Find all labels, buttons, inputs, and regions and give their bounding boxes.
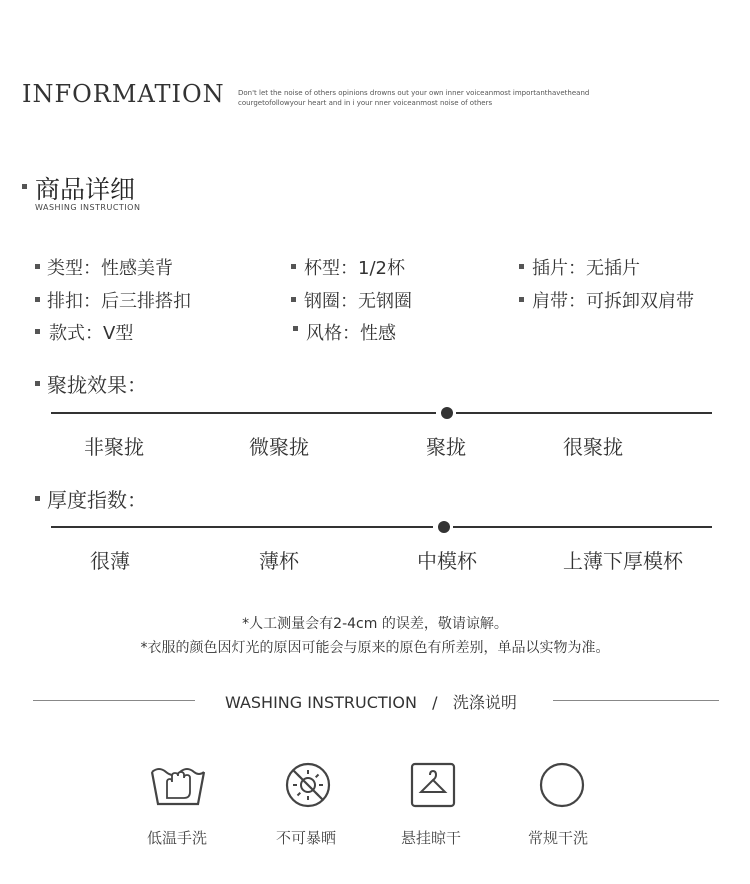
bullet-square <box>35 264 40 269</box>
bullet-square <box>35 381 40 386</box>
thickness-scale-line <box>51 526 712 528</box>
bullet-square <box>22 184 27 189</box>
info-desc-line1: Don't let the noise of others opinions drowns out your own inner voiceanmost importanthavetheand <box>238 89 590 97</box>
hang-dry-icon <box>410 762 456 812</box>
push-up-label: 聚拢 <box>426 435 466 459</box>
attr-cup: 杯型：1/2杯 <box>304 258 405 279</box>
attr-style: 款式：V型 <box>49 323 134 344</box>
attr-strap: 肩带：可拆卸双肩带 <box>532 291 694 312</box>
note-color: *衣服的颜色因灯光的原因可能会与原来的原色有所差别，单品以实物为准。 <box>140 640 610 656</box>
details-title: 商品详细 <box>35 175 136 204</box>
attr-clasp: 排扣：后三排搭扣 <box>47 291 191 312</box>
info-desc-line2: courgetofollowyour heart and in i your nner voiceanmost noise of others <box>238 99 493 107</box>
push-up-label: 很聚拢 <box>563 435 623 459</box>
bullet-square <box>519 264 524 269</box>
no-sun-label: 不可暴晒 <box>276 829 337 847</box>
push-up-label: 非聚拢 <box>84 435 144 459</box>
bullet-square <box>291 264 296 269</box>
divider-right <box>553 700 719 701</box>
attr-underwire: 钢圈：无钢圈 <box>304 291 412 312</box>
thickness-title: 厚度指数： <box>47 488 147 512</box>
thickness-label: 上薄下厚模杯 <box>563 549 683 573</box>
bullet-square <box>35 496 40 501</box>
info-title: INFORMATION <box>22 80 225 108</box>
attr-insert: 插片：无插片 <box>532 258 640 279</box>
push-up-scale-line <box>51 412 712 414</box>
bullet-square <box>291 297 296 302</box>
attr-type: 类型：性感美背 <box>47 258 173 279</box>
details-subtitle: WASHING INSTRUCTION <box>35 203 141 212</box>
thickness-label: 很薄 <box>90 549 130 573</box>
dry-clean-label: 常规干洗 <box>528 829 589 847</box>
bullet-square <box>35 329 40 334</box>
push-up-title: 聚拢效果： <box>47 373 147 397</box>
thickness-label: 中模杯 <box>417 549 477 573</box>
attr-design: 风格：性感 <box>306 323 396 344</box>
no-sun-icon <box>285 762 331 812</box>
thickness-label: 薄杯 <box>259 549 299 573</box>
bullet-square <box>519 297 524 302</box>
washing-title: WASHING INSTRUCTION / 洗涤说明 <box>225 693 517 712</box>
push-up-label: 微聚拢 <box>249 435 309 459</box>
hang-dry-label: 悬挂晾干 <box>401 829 462 847</box>
dry-clean-icon <box>539 762 585 812</box>
info-description <box>238 88 658 108</box>
bullet-square <box>293 326 298 331</box>
hand-wash-label: 低温手洗 <box>147 829 208 847</box>
hand-wash-icon <box>149 762 207 812</box>
divider-left <box>33 700 195 701</box>
thickness-selected-dot <box>438 521 450 533</box>
push-up-selected-dot <box>441 407 453 419</box>
note-measurement: *人工测量会有2-4cm 的误差，敬请谅解。 <box>242 616 508 632</box>
bullet-square <box>35 297 40 302</box>
